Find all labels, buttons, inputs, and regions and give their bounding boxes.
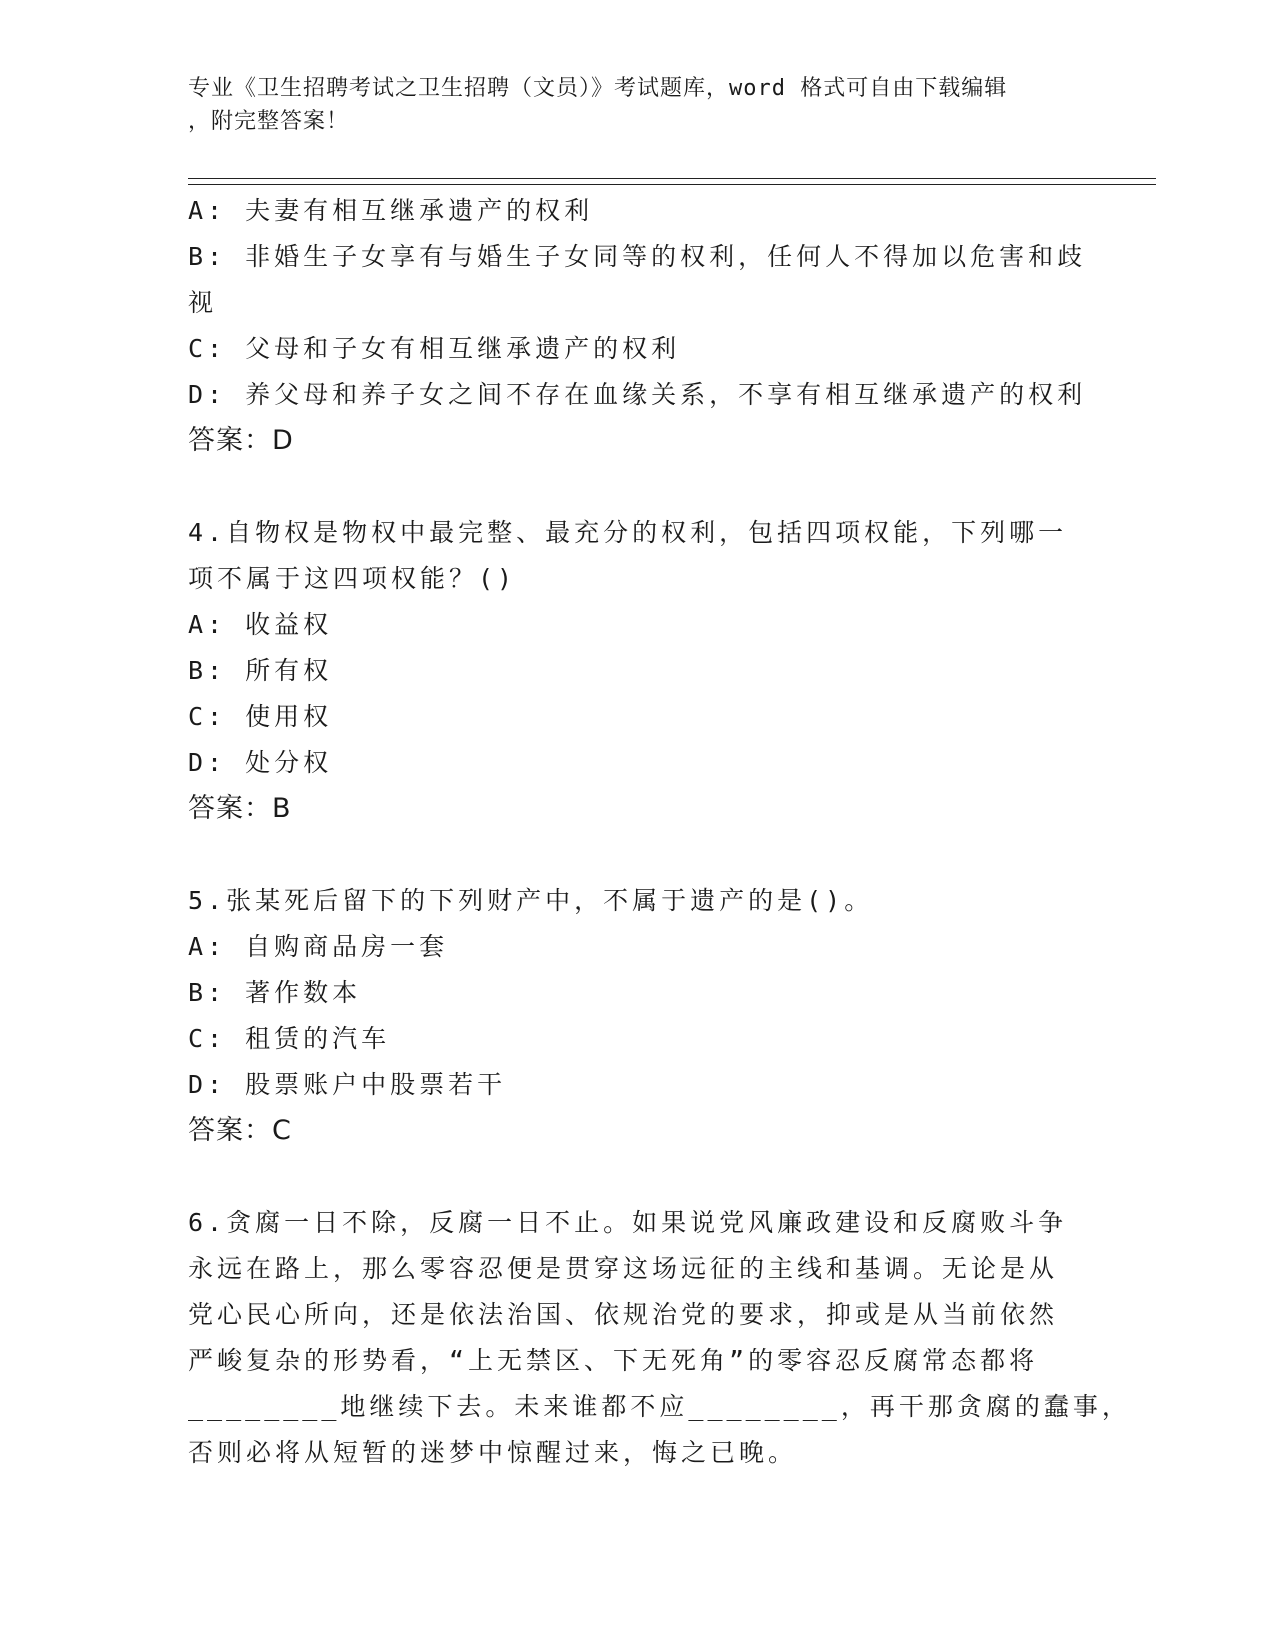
spacer [188, 1154, 1088, 1200]
question-3 [188, 188, 1088, 464]
question-5 [188, 878, 1088, 1154]
question-stem-continued: ________地继续下去。未来谁都不应________，再干那贪腐的蠢事， [188, 1392, 1131, 1421]
answer: 答案：B [188, 793, 292, 824]
option-c: C: 父母和子女有相互继承遗产的权利 [188, 334, 681, 363]
option-d: D: 养父母和养子女之间不存在血缘关系，不享有相互继承遗产的权利 [188, 380, 1087, 409]
option-b: B: 著作数本 [188, 978, 362, 1007]
option-a: A: 自购商品房一套 [188, 932, 449, 961]
header-divider [188, 178, 1156, 185]
option-a: A: 夫妻有相互继承遗产的权利 [188, 196, 594, 225]
header-line-1: 专业《卫生招聘考试之卫生招聘（文员）》考试题库，word 格式可自由下载编辑 [188, 76, 1008, 101]
option-c: C: 使用权 [188, 702, 333, 731]
option-b-continued: 视 [188, 288, 218, 317]
header-line-2: ，附完整答案！ [188, 109, 350, 134]
question-stem-continued: 党心民心所向，还是依法治国、依规治党的要求，抑或是从当前依然 [188, 1300, 1059, 1329]
option-b: B: 所有权 [188, 656, 333, 685]
question-stem: 5.张某死后留下的下列财产中，不属于遗产的是()。 [188, 886, 874, 915]
question-stem: 4.自物权是物权中最完整、最充分的权利，包括四项权能，下列哪一 [188, 518, 1068, 547]
question-stem-continued: 严峻复杂的形势看，“上无禁区、下无死角”的零容忍反腐常态都将 [188, 1346, 1039, 1375]
option-d: D: 处分权 [188, 748, 333, 777]
spacer [188, 832, 1088, 878]
option-d: D: 股票账户中股票若干 [188, 1070, 507, 1099]
question-stem-continued: 否则必将从短暂的迷梦中惊醒过来，悔之已晚。 [188, 1438, 798, 1467]
question-stem-continued: 项不属于这四项权能？() [188, 564, 517, 593]
spacer [188, 464, 1088, 510]
question-4 [188, 510, 1088, 832]
document-header [188, 72, 1088, 138]
question-list [188, 188, 1131, 1476]
question-6 [188, 1200, 1131, 1476]
option-c: C: 租赁的汽车 [188, 1024, 391, 1053]
answer: 答案：D [188, 425, 294, 456]
option-a: A: 收益权 [188, 610, 333, 639]
question-stem: 6.贪腐一日不除，反腐一日不止。如果说党风廉政建设和反腐败斗争 [188, 1208, 1068, 1237]
option-b: B: 非婚生子女享有与婚生子女同等的权利，任何人不得加以危害和歧 [188, 242, 1087, 271]
answer: 答案：C [188, 1115, 292, 1146]
question-stem-continued: 永远在路上，那么零容忍便是贯穿这场远征的主线和基调。无论是从 [188, 1254, 1059, 1283]
